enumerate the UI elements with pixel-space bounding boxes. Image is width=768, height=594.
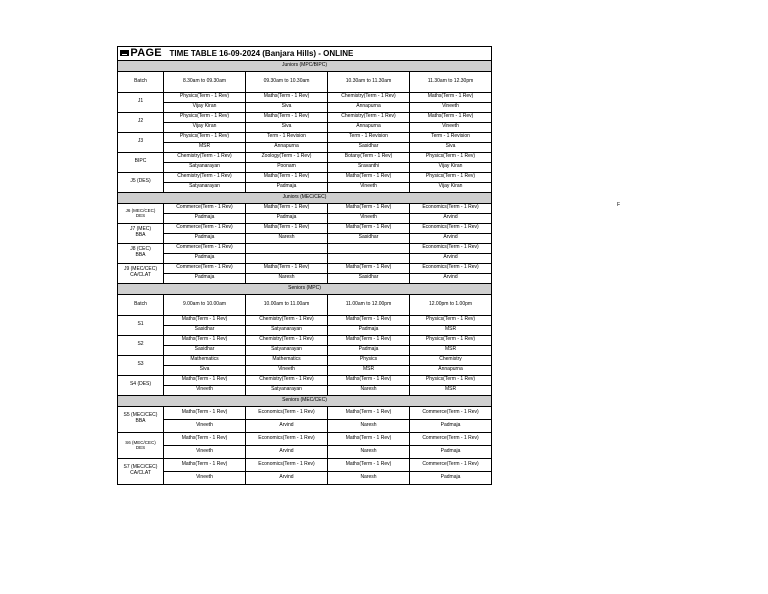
batch-subject-row [118, 432, 492, 445]
teacher-cell: Vineeth [164, 385, 246, 395]
subject-cell: Maths(Term - 1 Rev) [328, 458, 410, 471]
batch-cell: BIPC [118, 152, 164, 172]
teacher-cell: Naresh [328, 471, 410, 484]
batch-teacher-row [118, 182, 492, 192]
teacher-cell: Padmaja [410, 419, 492, 432]
batch-subject-row [118, 112, 492, 122]
teacher-cell: Vijay Kiran [410, 182, 492, 192]
batch-subject-row [118, 92, 492, 102]
teacher-cell: Vineeth [410, 122, 492, 132]
batch-cell: J1 [118, 92, 164, 112]
subject-cell: Maths(Term - 1 Rev) [246, 112, 328, 122]
subject-cell: Commerce(Term - 1 Rev) [410, 432, 492, 445]
subject-cell: Maths(Term - 1 Rev) [246, 263, 328, 273]
subject-cell: Physics(Term - 1 Rev) [410, 315, 492, 325]
batch-cell: J3 [118, 132, 164, 152]
batch-teacher-row [118, 213, 492, 223]
batch-subject-row [118, 243, 492, 253]
subject-cell: Commerce(Term - 1 Rev) [164, 223, 246, 233]
subject-cell: Physics(Term - 1 Rev) [410, 375, 492, 385]
section-heading: Seniors (MPC) [118, 283, 492, 294]
batch-cell [118, 263, 164, 283]
logo-cell [118, 47, 164, 61]
teacher-cell: Padmaja [410, 471, 492, 484]
subject-cell: Maths(Term - 1 Rev) [328, 263, 410, 273]
teacher-cell: Annapurna [246, 142, 328, 152]
batch-track: DES [135, 213, 146, 219]
teacher-cell: Arvind [246, 419, 328, 432]
time-slot-header-row [118, 294, 492, 315]
timetable-sheet [117, 46, 491, 485]
batch-cell: S3 [118, 355, 164, 375]
batch-cell [118, 432, 164, 458]
subject-cell: Chemistry(Term - 1 Rev) [246, 375, 328, 385]
batch-name: J9 (MEC/CEC) [123, 266, 158, 273]
time-slot-header: 9.00am to 10.00am [164, 294, 246, 315]
teacher-cell: Padmaja [328, 325, 410, 335]
subject-cell: Term - 1 Revision [410, 132, 492, 142]
subject-cell: Chemistry(Term - 1 Rev) [246, 315, 328, 325]
batch-subject-row [118, 335, 492, 345]
batch-cell [118, 243, 164, 263]
batch-subject-row [118, 203, 492, 213]
batch-teacher-row [118, 273, 492, 283]
batch-name: J7 (MEC) [129, 226, 152, 233]
title-row [118, 47, 492, 61]
time-slot-header: 10.30am to 11.30am [328, 71, 410, 92]
subject-cell: Maths(Term - 1 Rev) [164, 335, 246, 345]
subject-cell: Maths(Term - 1 Rev) [246, 203, 328, 213]
teacher-cell: Vineeth [328, 182, 410, 192]
subject-cell: Economics(Term - 1 Rev) [410, 223, 492, 233]
teacher-cell: Naresh [246, 273, 328, 283]
teacher-cell: Padmaja [164, 213, 246, 223]
batch-header: Batch [118, 294, 164, 315]
teacher-cell: Naresh [328, 445, 410, 458]
batch-track: BBA [135, 252, 146, 259]
batch-teacher-row [118, 325, 492, 335]
time-slot-header: 11.00am to 12.00pm [328, 294, 410, 315]
teacher-cell: Padmaja [410, 445, 492, 458]
subject-cell: Botany(Term - 1 Rev) [328, 152, 410, 162]
subject-cell: Term - 1 Revision [246, 132, 328, 142]
subject-cell: Maths(Term - 1 Rev) [328, 432, 410, 445]
teacher-cell [246, 253, 328, 263]
page-title: TIME TABLE 16-09-2024 (Banjara Hills) - ONLINE [164, 47, 492, 61]
subject-cell: Physics(Term - 1 Rev) [410, 172, 492, 182]
teacher-cell: MSR [410, 325, 492, 335]
subject-cell: Chemistry(Term - 1 Rev) [246, 335, 328, 345]
section-heading-row [118, 395, 492, 406]
subject-cell: Physics(Term - 1 Rev) [164, 92, 246, 102]
teacher-cell: Padmaja [246, 213, 328, 223]
batch-cell [118, 458, 164, 484]
teacher-cell: Satyanarayan [246, 325, 328, 335]
teacher-cell: Annapurna [410, 365, 492, 375]
teacher-cell [328, 253, 410, 263]
subject-cell: Chemistry(Term - 1 Rev) [164, 172, 246, 182]
teacher-cell: Sasidhar [328, 233, 410, 243]
teacher-cell: Siva [246, 102, 328, 112]
subject-cell: Maths(Term - 1 Rev) [410, 92, 492, 102]
batch-cell: S1 [118, 315, 164, 335]
teacher-cell: Vineeth [328, 213, 410, 223]
teacher-cell: Poonam [246, 162, 328, 172]
subject-cell: Chemistry [410, 355, 492, 365]
batch-teacher-row [118, 385, 492, 395]
subject-cell: Chemistry(Term - 1 Rev) [164, 152, 246, 162]
batch-track: CA/CLAT [130, 470, 151, 477]
batch-header: Batch [118, 71, 164, 92]
time-slot-header: 10.00am to 11.00am [246, 294, 328, 315]
subject-cell: Maths(Term - 1 Rev) [328, 406, 410, 419]
subject-cell: Commerce(Term - 1 Rev) [164, 243, 246, 253]
section-heading: Juniors (MEC/CEC) [118, 192, 492, 203]
teacher-cell: Annapurna [328, 102, 410, 112]
subject-cell: Maths(Term - 1 Rev) [410, 112, 492, 122]
teacher-cell: Naresh [328, 419, 410, 432]
teacher-cell: Vineeth [164, 419, 246, 432]
batch-track: BBA [135, 418, 146, 425]
teacher-cell: MSR [410, 385, 492, 395]
subject-cell: Economics(Term - 1 Rev) [246, 406, 328, 419]
teacher-cell: Naresh [328, 385, 410, 395]
subject-cell: Physics(Term - 1 Rev) [410, 335, 492, 345]
subject-cell: Maths(Term - 1 Rev) [246, 172, 328, 182]
stray-mark: F [617, 202, 621, 208]
batch-teacher-row [118, 102, 492, 112]
batch-teacher-row [118, 345, 492, 355]
batch-subject-row [118, 263, 492, 273]
section-heading: Juniors (MPC/BIPC) [118, 60, 492, 71]
teacher-cell: MSR [164, 142, 246, 152]
batch-teacher-row [118, 419, 492, 432]
batch-teacher-row [118, 122, 492, 132]
teacher-cell: Satyanarayan [246, 385, 328, 395]
time-slot-header-row [118, 71, 492, 92]
teacher-cell: Siva [246, 122, 328, 132]
timetable [117, 46, 492, 485]
batch-cell: J5 (DES) [118, 172, 164, 192]
batch-teacher-row [118, 445, 492, 458]
batch-subject-row [118, 375, 492, 385]
batch-name: S5 (MEC/CEC) [123, 412, 158, 419]
batch-cell: S4 (DES) [118, 375, 164, 395]
batch-teacher-row [118, 253, 492, 263]
time-slot-header: 11.30am to 12.30pm [410, 71, 492, 92]
subject-cell: Mathematics [164, 355, 246, 365]
subject-cell: Maths(Term - 1 Rev) [164, 406, 246, 419]
subject-cell: Maths(Term - 1 Rev) [164, 458, 246, 471]
teacher-cell: Arvind [246, 471, 328, 484]
teacher-cell: MSR [328, 365, 410, 375]
teacher-cell: MSR [410, 345, 492, 355]
teacher-cell: Arvind [246, 445, 328, 458]
subject-cell: Physics(Term - 1 Rev) [164, 112, 246, 122]
teacher-cell: Padmaja [164, 233, 246, 243]
section-heading-row [118, 192, 492, 203]
batch-subject-row [118, 315, 492, 325]
batch-name: J8 (CEC) [130, 246, 151, 253]
batch-name: S6 (MEC/CEC) [125, 439, 156, 445]
subject-cell: Maths(Term - 1 Rev) [246, 223, 328, 233]
batch-subject-row [118, 458, 492, 471]
subject-cell: Economics(Term - 1 Rev) [410, 263, 492, 273]
teacher-cell: Arvind [410, 213, 492, 223]
teacher-cell: Satyanarayan [164, 182, 246, 192]
subject-cell: Commerce(Term - 1 Rev) [410, 458, 492, 471]
subject-cell: Maths(Term - 1 Rev) [328, 335, 410, 345]
teacher-cell: Vijay Kiran [164, 122, 246, 132]
batch-subject-row [118, 172, 492, 182]
teacher-cell: Sasidhar [328, 142, 410, 152]
subject-cell: Maths(Term - 1 Rev) [328, 223, 410, 233]
subject-cell: Maths(Term - 1 Rev) [164, 315, 246, 325]
logo-text: PAGE [130, 47, 162, 59]
batch-subject-row [118, 132, 492, 142]
teacher-cell: Padmaja [246, 182, 328, 192]
teacher-cell: Siva [164, 365, 246, 375]
batch-cell: J2 [118, 112, 164, 132]
section-heading: Seniors (MEC/CEC) [118, 395, 492, 406]
subject-cell: Maths(Term - 1 Rev) [328, 203, 410, 213]
subject-cell: Commerce(Term - 1 Rev) [164, 263, 246, 273]
subject-cell: Economics(Term - 1 Rev) [246, 432, 328, 445]
subject-cell: Mathematics [246, 355, 328, 365]
teacher-cell: Padmaja [328, 345, 410, 355]
subject-cell: Zoology(Term - 1 Rev) [246, 152, 328, 162]
subject-cell: Maths(Term - 1 Rev) [164, 375, 246, 385]
batch-subject-row [118, 152, 492, 162]
teacher-cell: Sravanthi [328, 162, 410, 172]
teacher-cell: Satyanarayan [246, 345, 328, 355]
subject-cell: Physics(Term - 1 Rev) [410, 152, 492, 162]
subject-cell: Economics(Term - 1 Rev) [246, 458, 328, 471]
teacher-cell: Sasidhar [328, 273, 410, 283]
subject-cell: Chemistry(Term - 1 Rev) [328, 112, 410, 122]
batch-teacher-row [118, 142, 492, 152]
teacher-cell: Vineeth [164, 471, 246, 484]
batch-teacher-row [118, 471, 492, 484]
batch-track: BBA [135, 232, 146, 239]
batch-name: S7 (MEC/CEC) [123, 464, 158, 471]
batch-track: CA/CLAT [130, 272, 151, 279]
teacher-cell: Satyanarayan [164, 162, 246, 172]
section-heading-row [118, 283, 492, 294]
teacher-cell: Siva [410, 142, 492, 152]
subject-cell: Term - 1 Revision [328, 132, 410, 142]
batch-cell [118, 223, 164, 243]
batch-cell [118, 406, 164, 432]
batch-name: J6 (MEC/CEC) [125, 207, 156, 213]
batch-subject-row [118, 223, 492, 233]
subject-cell: Commerce(Term - 1 Rev) [410, 406, 492, 419]
teacher-cell: Padmaja [164, 253, 246, 263]
subject-cell: Maths(Term - 1 Rev) [164, 432, 246, 445]
teacher-cell: Vijay Kiran [410, 162, 492, 172]
batch-teacher-row [118, 162, 492, 172]
subject-cell: Physics [328, 355, 410, 365]
batch-track: DES [135, 445, 146, 451]
teacher-cell: Padmaja [164, 273, 246, 283]
teacher-cell: Vijay Kiran [164, 102, 246, 112]
batch-subject-row [118, 355, 492, 365]
teacher-cell: Sasidhar [164, 345, 246, 355]
subject-cell: Commerce(Term - 1 Rev) [164, 203, 246, 213]
teacher-cell: Arvind [410, 273, 492, 283]
subject-cell: Physics(Term - 1 Rev) [164, 132, 246, 142]
batch-teacher-row [118, 233, 492, 243]
teacher-cell: Annapurna [328, 122, 410, 132]
batch-cell [118, 203, 164, 223]
time-slot-header: 12.00pm to 1.00pm [410, 294, 492, 315]
time-slot-header: 8.30am to 09.30am [164, 71, 246, 92]
teacher-cell: Arvind [410, 253, 492, 263]
subject-cell: Maths(Term - 1 Rev) [328, 375, 410, 385]
subject-cell: Chemistry(Term - 1 Rev) [328, 92, 410, 102]
subject-cell [328, 243, 410, 253]
subject-cell: Maths(Term - 1 Rev) [328, 315, 410, 325]
teacher-cell: Vineeth [410, 102, 492, 112]
subject-cell: Maths(Term - 1 Rev) [246, 92, 328, 102]
batch-teacher-row [118, 365, 492, 375]
subject-cell: Economics(Term - 1 Rev) [410, 243, 492, 253]
teacher-cell: Vineeth [246, 365, 328, 375]
logo-icon [120, 50, 129, 56]
section-heading-row [118, 60, 492, 71]
teacher-cell: Naresh [246, 233, 328, 243]
teacher-cell: Sasidhar [164, 325, 246, 335]
teacher-cell: Arvind [410, 233, 492, 243]
subject-cell: Maths(Term - 1 Rev) [328, 172, 410, 182]
teacher-cell: Vineeth [164, 445, 246, 458]
subject-cell: Economics(Term - 1 Rev) [410, 203, 492, 213]
batch-cell: S2 [118, 335, 164, 355]
batch-subject-row [118, 406, 492, 419]
subject-cell [246, 243, 328, 253]
time-slot-header: 09.30am to 10.30am [246, 71, 328, 92]
